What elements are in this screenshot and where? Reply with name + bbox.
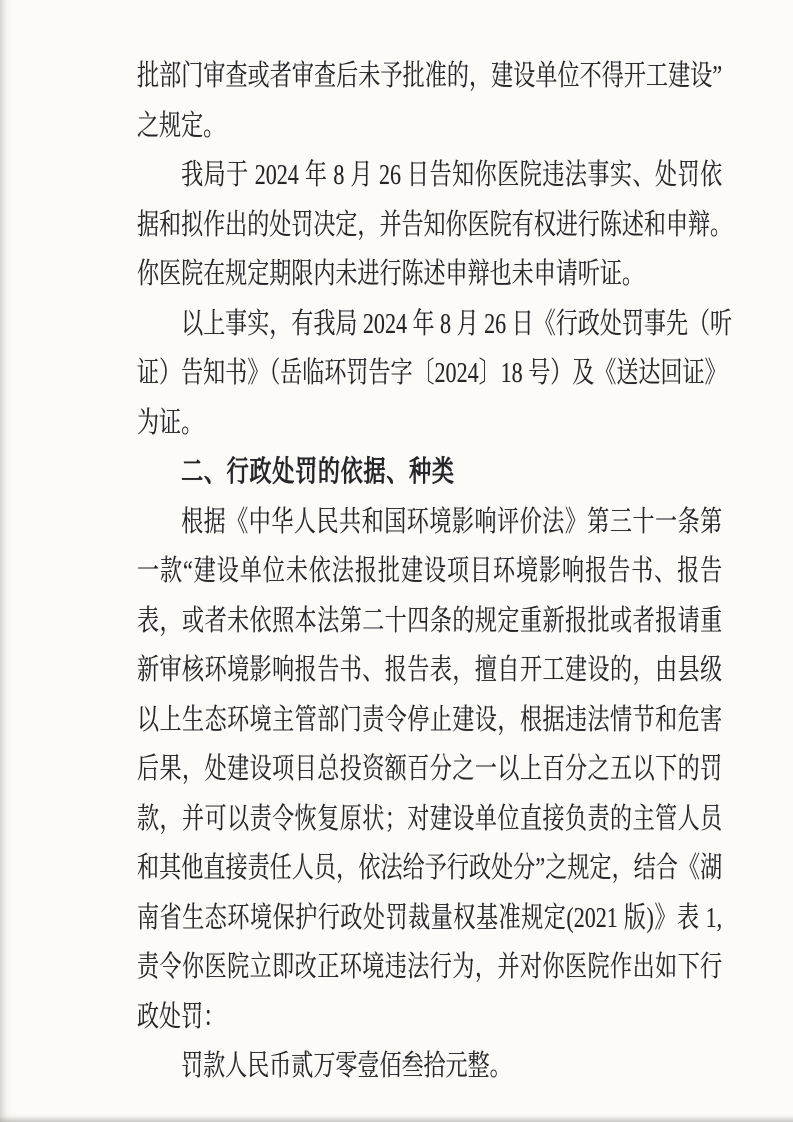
section-heading-text: 二、行政处罚的依据、种类	[181, 456, 455, 488]
text-line: 以上生态环境主管部门责令停止建设，根据违法情节和危害	[137, 703, 723, 736]
text-line: 一款“建设单位未依法报批建设项目环境影响报告书、报告	[137, 555, 723, 587]
text-line: 新审核环境影响报告书、报告表，擅自开工建设的，由县级	[137, 654, 723, 686]
text-line: 据和拟作出的处罚决定，并告知你医院有权进行陈述和申辩。	[137, 208, 733, 241]
text-line: 后果，处建设项目总投资额百分之一以上百分之五以下的罚	[137, 753, 723, 785]
text-line: 款，并可以责令恢复原状；对建设单位直接负责的主管人员	[137, 802, 723, 835]
text-line: 和其他直接责任人员，依法给予行政处分”之规定，结合《湖	[137, 852, 723, 884]
text-line: 南省生态环境保护行政处罚裁量权基准规定(2021 版)》表 1,	[137, 901, 723, 934]
text-line: 为证。	[137, 406, 204, 439]
text-line: 证）告知书》（岳临环罚告字〔2024〕18 号）及《送达回证》	[137, 357, 727, 389]
text-line: 批部门审查或者审查后未予批准的，建设单位不得开工建设”	[137, 60, 723, 92]
scan-edge-bottom	[0, 1113, 793, 1122]
para-continued-regulation	[137, 52, 722, 151]
para-fine-amount	[137, 1042, 722, 1092]
text-line: 政处罚：	[137, 1000, 226, 1033]
text-line: 我局于 2024 年 8 月 26 日告知你医院违法事实、处罚依	[181, 159, 723, 191]
text-line: 罚款人民币贰万零壹佰叁拾元整。	[181, 1050, 512, 1082]
text-line: 责令你医院立即改正环境违法行为，并对你医院作出如下行	[137, 951, 723, 983]
section-heading-2	[137, 448, 722, 498]
text-line: 以上事实，有我局 2024 年 8 月 26 日《行政处罚事先（听	[181, 307, 733, 340]
para-evidence	[137, 300, 733, 449]
text-line: 根据《中华人民共和国环境影响评价法》第三十一条第	[181, 505, 723, 538]
document-text-column	[137, 52, 733, 1092]
para-notification	[137, 151, 733, 300]
para-legal-basis	[137, 498, 722, 1043]
scan-edge-left	[0, 0, 12, 1122]
text-line: 表，或者未依照本法第二十四条的规定重新报批或者报请重	[137, 604, 723, 637]
text-line: 你医院在规定期限内未进行陈述申辩也未申请听证。	[137, 258, 644, 290]
text-line: 之规定。	[137, 109, 226, 142]
